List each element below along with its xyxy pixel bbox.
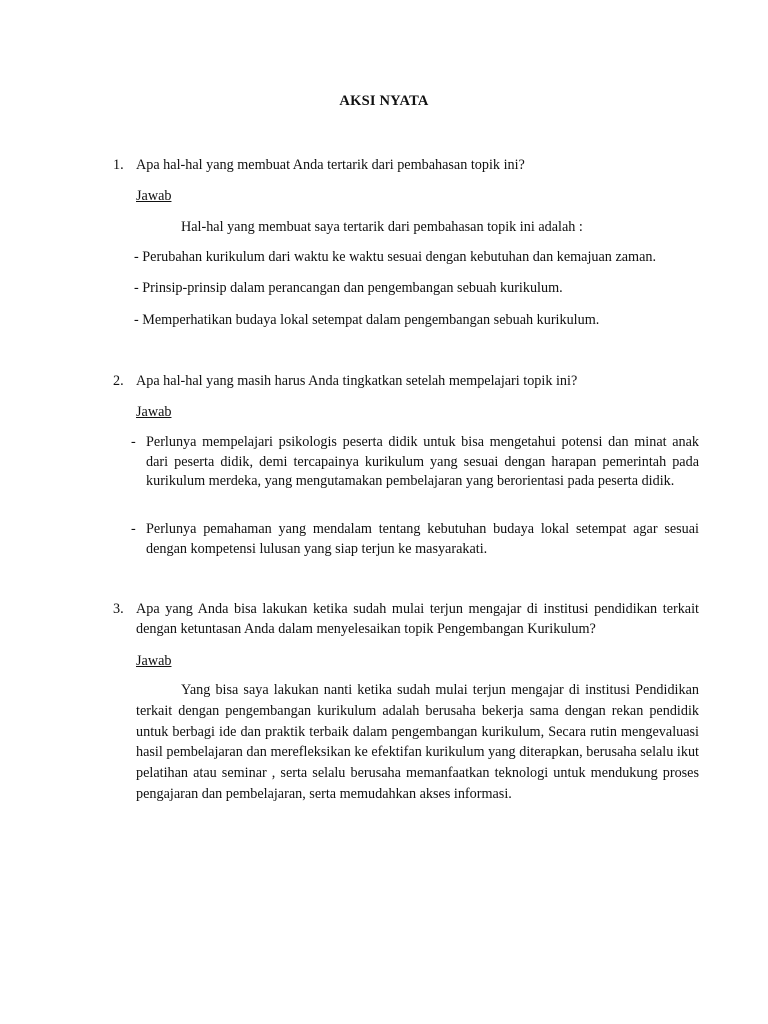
- answer-2-bullet-2: [131, 520, 699, 559]
- question-1-number: 1.: [113, 157, 124, 173]
- question-2-number: 2.: [113, 373, 124, 389]
- bullet-dash: -: [131, 434, 136, 450]
- question-3-text: Apa yang Anda bisa lakukan ketika sudah mulai terjun mengajar di institusi pendidikan terkait dengan ketuntasan Anda dalam menyelesaikan topik Pengembangan Kurikulum?: [136, 601, 699, 637]
- answer-2-bullet-2-text: Perlunya pemahaman yang mendalam tentang kebutuhan budaya lokal setempat agar sesuai dengan kompetensi lulusan yang siap terjun ke masyarakati.: [146, 521, 699, 557]
- answer-3-label: Jawab: [136, 653, 172, 669]
- question-1: [113, 155, 699, 175]
- question-1-text: Apa hal-hal yang membuat Anda tertarik dari pembahasan topik ini?: [136, 157, 525, 173]
- question-2-text: Apa hal-hal yang masih harus Anda tingkatkan setelah mempelajari topik ini?: [136, 373, 578, 389]
- answer-1-intro: Hal-hal yang membuat saya tertarik dari pembahasan topik ini adalah :: [181, 219, 583, 235]
- answer-1-bullet-1: - Perubahan kurikulum dari waktu ke waktu sesuai dengan kebutuhan dan kemajuan zaman.: [134, 249, 657, 265]
- bullet-dash: -: [131, 521, 136, 537]
- answer-2-bullet-1: [131, 433, 699, 492]
- answer-2-bullet-1-text: Perlunya mempelajari psikologis peserta didik untuk bisa mengetahui potensi dan minat anak dari peserta didik, demi tercapainya kurikulum yang sesuai dengan harapan pemerintah pada kurikulum merdeka, yang mengutamakan pembelajaran yang berorientasi pada peserta didik.: [146, 434, 699, 490]
- document-title: AKSI NYATA: [339, 93, 429, 109]
- answer-3-paragraph: Yang bisa saya lakukan nanti ketika sudah mulai terjun mengajar di institusi Pendidikan terkait dengan pengembangan kurikulum adalah berusaha bekerja sama dengan rekan pendidik untuk berbagi ide dan praktik terbaik dalam pengembangan kurikulum, Secara rutin mengevaluasi hasil pembelajaran dan merefleksikan ke efektifan kurikulum yang diterapkan, berusaha selalu ikut pelatihan atau seminar , serta selalu berusaha memanfaatkan teknologi untuk mendukung proses pengajaran dan pembelajaran, serta memudahkan akses informasi.: [136, 682, 699, 802]
- question-2: [113, 371, 699, 391]
- question-3-number: 3.: [113, 601, 124, 617]
- question-3: [113, 599, 699, 639]
- answer-2-label: Jawab: [136, 404, 172, 420]
- answer-1-bullet-2: - Prinsip-prinsip dalam perancangan dan pengembangan sebuah kurikulum.: [134, 280, 563, 296]
- answer-1-bullet-3: - Memperhatikan budaya lokal setempat dalam pengembangan sebuah kurikulum.: [134, 312, 600, 328]
- answer-1-label: Jawab: [136, 188, 172, 204]
